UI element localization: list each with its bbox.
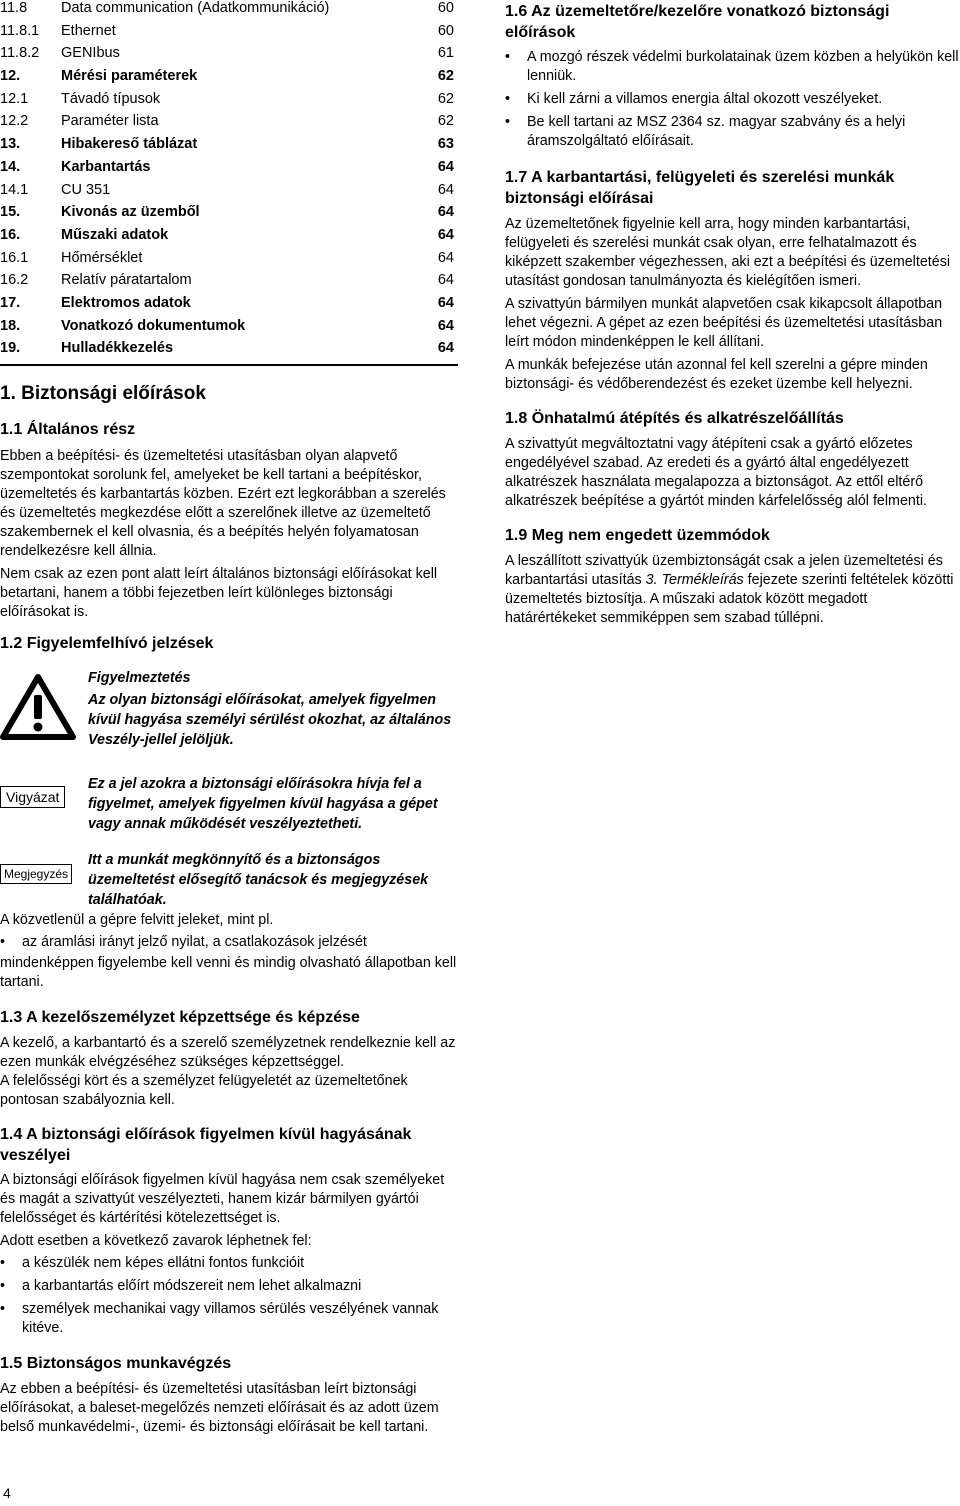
toc-entry bbox=[0, 0, 458, 23]
toc-entry-title: Karbantartás bbox=[61, 158, 151, 175]
toc-entry-title: Ethernet bbox=[61, 22, 116, 39]
toc-entry-number: 16.1 bbox=[0, 249, 29, 266]
toc-entry-page: 64 bbox=[437, 294, 454, 311]
toc-entry-number: 19. bbox=[0, 340, 21, 357]
warning-heading: Figyelmeztetés bbox=[88, 670, 191, 686]
list-item: • az áramlási irányt jelző nyilat, a csatlakozások jelzését bbox=[0, 933, 458, 952]
toc-entry-title: Elektromos adatok bbox=[61, 294, 191, 311]
section-1-1-heading: 1.1 Általános rész bbox=[0, 421, 136, 438]
toc-entry-number: 11.8 bbox=[0, 0, 28, 16]
toc-entry-page: 64 bbox=[437, 272, 454, 289]
toc-entry-page: 60 bbox=[437, 0, 454, 16]
toc-entry-page: 61 bbox=[437, 45, 454, 62]
section-1-5-paragraph-1: Az ebben a beépítési- és üzemeltetési utasításban leírt biztonsági előírásokat, a baleset-megelőzés nemzeti előírásait és az adott üzem belső munkavédelmi-, üzemi- és biztonsági előírásait be kell tartani. bbox=[0, 1381, 439, 1435]
note-label: Megjegyzés bbox=[0, 864, 72, 884]
toc-entry-page: 64 bbox=[437, 158, 454, 175]
toc-entry-number: 16. bbox=[0, 226, 21, 243]
section-1-7-paragraph-1: Az üzemeltetőnek figyelnie kell arra, hogy minden karbantartási, felügyeleti és szerelési munkát csak olyan, erre felhatalmazott és kiképzett szakember végezhessen, aki ezt a beépítési és üzemeltetési utasítást gondosan tanulmányozta és kielégítően ismeri. bbox=[505, 216, 951, 289]
toc-entry bbox=[0, 23, 458, 46]
caution-notice bbox=[0, 774, 458, 834]
toc-entry bbox=[0, 227, 458, 250]
list-item: • A mozgó részek védelmi burkolatainak üzem közben a helyükön kell lenniük. bbox=[505, 48, 960, 86]
toc-entry-page: 62 bbox=[437, 90, 454, 107]
toc-entry-title: Kivonás az üzemből bbox=[61, 204, 200, 221]
section-1-9-heading: 1.9 Meg nem engedett üzemmódok bbox=[505, 527, 770, 544]
note-text: Itt a munkát megkönnyítő és a biztonságos üzemeltetést elősegítő tanácsok és megjegyzések találhatóak. bbox=[88, 852, 429, 908]
toc-entry-page: 64 bbox=[437, 317, 454, 334]
list-item: • Be kell tartani az MSZ 2364 sz. magyar szabvány és a helyi áramszolgáltató előírásait. bbox=[505, 113, 960, 151]
toc-entry bbox=[0, 250, 458, 273]
toc-entry-page: 62 bbox=[437, 68, 454, 85]
toc-entry bbox=[0, 204, 458, 227]
marks-intro-text: A közvetlenül a gépre felvitt jeleket, mint pl. bbox=[0, 912, 274, 928]
toc-entry-title: CU 351 bbox=[61, 181, 111, 198]
toc-entry bbox=[0, 272, 458, 295]
list-item: • személyek mechanikai vagy villamos sérülés veszélyének vannak kitéve. bbox=[0, 1300, 458, 1338]
section-1-3-heading: 1.3 A kezelőszemélyzet képzettsége és képzése bbox=[0, 1009, 360, 1026]
toc-entry-title: Data communication (Adatkommunikáció) bbox=[61, 0, 330, 16]
section-1-7-paragraph-3: A munkák befejezése után azonnal fel kell szerelni a gépre minden biztonsági- és védőberendezést és ezeket üzembe kell helyezni. bbox=[505, 357, 928, 392]
toc-entry-title: Hőmérséklet bbox=[61, 249, 143, 266]
toc-entry-title: Távadó típusok bbox=[61, 90, 161, 107]
toc-entry bbox=[0, 159, 458, 182]
toc-entry-number: 13. bbox=[0, 136, 21, 153]
chapter-reference: 3. Termékleírás bbox=[645, 572, 744, 588]
toc-entry-number: 15. bbox=[0, 204, 21, 221]
toc-entry-number: 14. bbox=[0, 158, 21, 175]
list-item: • Ki kell zárni a villamos energia által okozott veszélyeket. bbox=[505, 90, 960, 109]
marks-bullet-list bbox=[0, 933, 458, 952]
toc-entry bbox=[0, 113, 458, 136]
section-1-8-heading: 1.8 Önhatalmú átépítés és alkatrészelőállítás bbox=[505, 410, 844, 427]
section-1-6-heading: 1.6 Az üzemeltetőre/kezelőre vonatkozó biztonsági előírások bbox=[505, 3, 890, 41]
warning-symbol bbox=[0, 668, 88, 750]
toc-entry-number: 11.8.2 bbox=[0, 45, 40, 62]
section-1-3-paragraph-1: A kezelő, a karbantartó és a szerelő személyzetnek rendelkeznie kell az ezen munkák elvégzéséhez szükséges képzettséggel. bbox=[0, 1035, 456, 1070]
toc-divider bbox=[0, 364, 458, 366]
section-1-heading: 1. Biztonsági előírások bbox=[0, 383, 206, 404]
caution-symbol bbox=[0, 774, 88, 834]
toc-entry-title: GENIbus bbox=[61, 45, 120, 62]
toc-entry-page: 64 bbox=[437, 226, 454, 243]
list-item: • a készülék nem képes ellátni fontos funkcióit bbox=[0, 1254, 458, 1273]
toc-entry bbox=[0, 182, 458, 205]
section-1-4-paragraph-1: A biztonsági előírások figyelmen kívül hagyása nem csak személyeket és magát a szivattyút veszélyezteti, hanem kizár bármilyen gyártói felelősséget és kártérítési kötelezettséget is. bbox=[0, 1172, 445, 1226]
toc-entry-number: 16.2 bbox=[0, 272, 29, 289]
toc-entry bbox=[0, 340, 458, 363]
section-1-8-paragraph-1: A szivattyút megváltoztatni vagy átépíteni csak a gyártó előzetes engedélyével szabad. Az eredeti és a gyártó által engedélyezett alkatrészek használata megalapozza a biztonságot. Az ettől eltérő alkatrészek beépítése a gyártót minden kárfelelősség alól felmenti. bbox=[505, 436, 927, 509]
section-1-2-heading: 1.2 Figyelemfelhívó jelzések bbox=[0, 635, 214, 652]
toc-entry-number: 12.2 bbox=[0, 113, 29, 130]
toc-entry-page: 63 bbox=[437, 136, 454, 153]
section-1-3-paragraph-2: A felelősségi kört és a személyzet felügyeletét az üzemeltetőnek pontosan szabályoznia kell. bbox=[0, 1073, 408, 1108]
toc-entry-page: 60 bbox=[437, 22, 454, 39]
toc-entry-number: 14.1 bbox=[0, 181, 29, 198]
caution-label: Vigyázat bbox=[0, 786, 65, 808]
section-1-4-bullet-list bbox=[0, 1254, 458, 1338]
section-1-9-text-a: A leszállított szivattyúk üzembiztonságát csak a jelen üzemeltetési és karbantartási utasítás bbox=[505, 553, 943, 588]
warning-triangle-icon bbox=[0, 673, 76, 741]
warning-text: Az olyan biztonsági előírásokat, amelyek figyelmen kívül hagyása személyi sérülést okozhat, az általános Veszély-jellel jelöljük. bbox=[88, 692, 452, 748]
toc-entry bbox=[0, 91, 458, 114]
toc-entry-title: Relatív páratartalom bbox=[61, 272, 192, 289]
toc-entry-number: 17. bbox=[0, 294, 21, 311]
toc-entry bbox=[0, 136, 458, 159]
toc-entry-page: 64 bbox=[437, 340, 454, 357]
list-item: • a karbantartás előírt módszereit nem lehet alkalmazni bbox=[0, 1277, 458, 1296]
section-1-7-heading: 1.7 A karbantartási, felügyeleti és szerelési munkák biztonsági előírásai bbox=[505, 169, 895, 207]
section-1-6-bullet-list bbox=[505, 48, 960, 151]
toc-entry-title: Hulladékkezelés bbox=[61, 340, 174, 357]
section-1-1-paragraph-1: Ebben a beépítési- és üzemeltetési utasításban olyan alapvető szempontokat sorolunk fel, amelyeket be kell tartani a beépítéskor, üzemeltetés és karbantartás közben. Ezért ezt legkorábban a szerelés és üzemeltetés megkezdése előtt a szerelőnek illetve az üzemeltető szakembernek el kell olvasnia, és a beépítés helyén folyamatosan rendelkezésre kell állnia. bbox=[0, 448, 446, 559]
toc-entry-title: Mérési paraméterek bbox=[61, 68, 198, 85]
toc-entry bbox=[0, 318, 458, 341]
section-1-1-paragraph-2: Nem csak az ezen pont alatt leírt általános biztonsági előírásokat kell betartani, hanem a többi fejezetben leírt különleges biztonsági előírásokat is. bbox=[0, 566, 438, 620]
page-number: 4 bbox=[3, 1485, 11, 1501]
toc-entry-page: 62 bbox=[437, 113, 454, 130]
toc-entry-title: Hibakereső táblázat bbox=[61, 136, 198, 153]
section-1-4-heading: 1.4 A biztonsági előírások figyelmen kívül hagyásának veszélyei bbox=[0, 1126, 412, 1164]
toc-entry-number: 11.8.1 bbox=[0, 22, 40, 39]
section-1-9-text-b: fejezete szerinti feltételek közötti üzemeltetés biztosítja. A műszaki adatok között megadott határértékeket semmiképpen sem szabad túllépni. bbox=[505, 572, 954, 626]
toc-entry-number: 18. bbox=[0, 317, 21, 334]
section-1-9-paragraph-1 bbox=[505, 552, 960, 628]
toc-entry-number: 12. bbox=[0, 68, 21, 85]
right-column bbox=[505, 0, 960, 628]
toc-entry-page: 64 bbox=[437, 204, 454, 221]
toc-entry-page: 64 bbox=[437, 249, 454, 266]
caution-text: Ez a jel azokra a biztonsági előírásokra hívja fel a figyelmet, amelyek figyelmen kívül hagyása a gépet vagy annak működését veszélyeztetheti. bbox=[88, 776, 438, 832]
toc-entry bbox=[0, 295, 458, 318]
table-of-contents bbox=[0, 0, 458, 363]
marks-closing-text: mindenképpen figyelembe kell venni és mindig olvasható állapotban kell tartani. bbox=[0, 955, 457, 990]
toc-entry-number: 12.1 bbox=[0, 90, 29, 107]
toc-entry-page: 64 bbox=[437, 181, 454, 198]
section-1-4-paragraph-2: Adott esetben a következő zavarok léphetnek fel: bbox=[0, 1233, 312, 1249]
toc-entry-title: Vonatkozó dokumentumok bbox=[61, 317, 246, 334]
section-1-5-heading: 1.5 Biztonságos munkavégzés bbox=[0, 1355, 232, 1372]
toc-entry bbox=[0, 45, 458, 68]
toc-entry-title: Műszaki adatok bbox=[61, 226, 169, 243]
left-column bbox=[0, 0, 458, 1437]
note-symbol bbox=[0, 850, 88, 910]
toc-entry-title: Paraméter lista bbox=[61, 113, 159, 130]
note-notice bbox=[0, 850, 458, 910]
toc-entry bbox=[0, 68, 458, 91]
warning-notice bbox=[0, 668, 458, 750]
section-1-7-paragraph-2: A szivattyún bármilyen munkát alapvetően csak kikapcsolt állapotban lehet végezni. A gépet az ezen beépítési és üzemeltetési utasításban leírt módon mindenképpen le kell állítani. bbox=[505, 296, 943, 350]
